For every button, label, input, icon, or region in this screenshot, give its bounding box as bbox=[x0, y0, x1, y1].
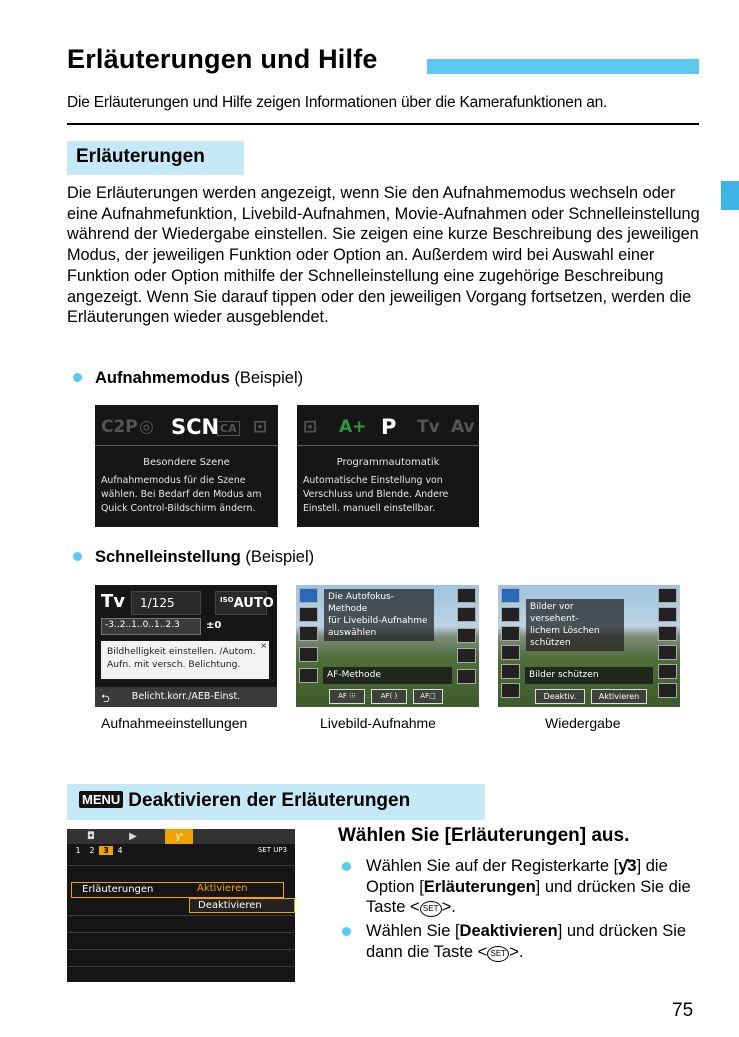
af-method-icon bbox=[299, 588, 318, 603]
header-rule bbox=[67, 123, 699, 125]
intro-paragraph: Die Erläuterungen werden angezeigt, wenn Sie den Aufnahmemodus wechseln oder eine Aufnahmefunktion, Livebild-Aufnahmen, Movie-Aufnahmen oder Schnelleinstellung während der Wiedergabe einstellen. Sie zeigen eine kurze Beschreibung des jeweiligen Modus, der jeweiligen Funktion oder Option an. Außerdem wird bei Auswahl einer Funktion oder Option mithilfe der Schnelleinstellung eine zugehörige Beschreibung angezeigt. Wenn Sie darauf tippen oder den jeweiligen Vorgang fortsetzen, werden die Erläuterungen wieder ausgeblendet. bbox=[67, 184, 700, 327]
desc-line: Automatische Einstellung von bbox=[303, 475, 443, 486]
page-num: 1 bbox=[75, 846, 81, 855]
menu-page-numbers bbox=[71, 846, 127, 855]
page-title: Erläuterungen und Hilfe bbox=[67, 44, 378, 74]
mode-ca: CA bbox=[217, 421, 240, 436]
mode-description bbox=[303, 474, 448, 516]
af-method-bar: AF-Methode bbox=[323, 667, 452, 684]
camera-screen-program-mode bbox=[297, 405, 479, 527]
rating-icon bbox=[501, 626, 520, 641]
protect-option-row bbox=[525, 689, 653, 705]
mode-name: Besondere Szene bbox=[143, 457, 230, 468]
playback-tip bbox=[526, 599, 624, 651]
tip-line: Die Autofokus-Methode bbox=[328, 592, 394, 614]
smartphone-icon bbox=[658, 683, 677, 698]
page-subtitle: Die Erläuterungen und Hilfe zeigen Informationen über die Kamerafunktionen an. bbox=[67, 94, 608, 111]
tip-line: für Livebild-Aufnahme bbox=[328, 616, 428, 626]
shutter-speed: 1/125 bbox=[131, 591, 201, 615]
chapter-side-tab bbox=[721, 181, 739, 210]
print-icon bbox=[501, 683, 520, 698]
live-view-tip bbox=[324, 589, 434, 641]
af-option-face: AF ⁝⁝⁝ bbox=[329, 689, 365, 704]
left-icon-column bbox=[498, 585, 523, 707]
section-heading-text: Deaktivieren der Erläuterungen bbox=[128, 790, 411, 811]
protect-bar: Bilder schützen bbox=[525, 667, 653, 684]
section-heading-erlaeuterungen: Erläuterungen bbox=[67, 141, 244, 175]
timer-icon bbox=[299, 647, 318, 662]
text-run: Wählen Sie auf der Registerkarte [ bbox=[366, 857, 619, 875]
set-button-icon: SET bbox=[420, 901, 442, 917]
setup-tab-icon: ƴ bbox=[165, 829, 193, 844]
tip-line: Bilder vor versehent- bbox=[530, 602, 579, 624]
bottom-label: Belicht.korr./AEB-Einst. bbox=[131, 691, 241, 702]
step-instruction-1 bbox=[366, 856, 706, 918]
text-run: ] und drücken Sie dann die Taste < bbox=[366, 922, 687, 961]
back-icon: ⮌ bbox=[101, 692, 110, 705]
text-run: ] die Option [ bbox=[366, 857, 668, 896]
help-line: Aufn. mit versch. Belichtung. bbox=[107, 659, 241, 670]
text-run: Wählen Sie [ bbox=[366, 922, 460, 940]
option-ref: Deaktivieren bbox=[459, 922, 558, 940]
mode-scn-selected: SCN bbox=[171, 415, 220, 439]
step-instruction-2 bbox=[366, 921, 706, 962]
iso-setting bbox=[215, 591, 274, 615]
mode-tv: Tv bbox=[417, 417, 440, 437]
quality-icon bbox=[299, 668, 318, 683]
mode-filter: ⊡ bbox=[253, 417, 268, 437]
af-option-zone: AF( ) bbox=[371, 689, 407, 704]
metering-icon bbox=[457, 669, 476, 684]
exposure-scale: -3..2..1..0..1..2.3 bbox=[101, 618, 201, 635]
mode-dial-row bbox=[95, 417, 278, 447]
tip-line: auswählen bbox=[328, 628, 377, 638]
title-decoration-bar bbox=[427, 59, 699, 74]
af-option-row bbox=[323, 689, 452, 705]
send-icon bbox=[658, 645, 677, 660]
mode-creative: ◎ bbox=[139, 417, 154, 437]
caption-playback: Wiedergabe bbox=[545, 715, 621, 731]
step-title: Wählen Sie [Erläuterungen] aus. bbox=[338, 825, 630, 846]
protect-icon bbox=[501, 588, 520, 603]
iso-value: AUTO bbox=[233, 596, 274, 611]
back-icon bbox=[457, 588, 476, 603]
quick-help-box bbox=[101, 641, 269, 679]
menu-item-erlaeuterungen: Erläuterungen bbox=[71, 882, 284, 898]
option-enable: Aktivieren bbox=[591, 689, 647, 704]
screen-divider bbox=[95, 445, 278, 446]
menu-option-deactivate: Deaktivieren bbox=[189, 898, 295, 913]
camera-screen-playback bbox=[498, 585, 680, 707]
page-num-current: 3 bbox=[99, 846, 113, 855]
setup-tab-ref: ƴ3 bbox=[618, 857, 637, 875]
mode-p-selected: P bbox=[381, 415, 397, 439]
camera-menu-screen bbox=[67, 829, 295, 982]
mode-auto-plus: A+ bbox=[339, 417, 367, 437]
raw-icon bbox=[501, 645, 520, 660]
drive-mode-icon bbox=[299, 607, 318, 622]
bullet-dot bbox=[73, 373, 82, 382]
section-heading-disable bbox=[67, 784, 485, 820]
bullet-bold-label: Schnelleinstellung bbox=[95, 548, 241, 566]
bullet-shooting-mode bbox=[73, 369, 303, 388]
desc-line: Quick Control-Bildschirm ändern. bbox=[101, 503, 256, 514]
ca-icon bbox=[457, 628, 476, 643]
desc-line: wählen. Bei Bedarf den Modus am bbox=[101, 489, 262, 500]
step-bullet-dot bbox=[342, 862, 351, 871]
set-button-icon: SET bbox=[487, 946, 509, 962]
bullet-label-rest: (Beispiel) bbox=[240, 548, 315, 566]
bullet-dot bbox=[73, 552, 82, 561]
playback-tab-icon: ▶ bbox=[129, 831, 137, 842]
page-num: 2 bbox=[89, 846, 95, 855]
desc-line: Verschluss und Blende. Andere bbox=[303, 489, 449, 500]
mode-filter: ⊡ bbox=[303, 417, 318, 437]
text-run: >. bbox=[441, 898, 456, 916]
option-ref: Erläuterungen bbox=[423, 877, 536, 896]
frame-icon bbox=[299, 626, 318, 641]
page-number: 75 bbox=[672, 1000, 694, 1021]
desc-line: Einstell. manuell einstellbar. bbox=[303, 503, 436, 514]
rotate-icon bbox=[501, 607, 520, 622]
bullet-bold-label: Aufnahmemodus bbox=[95, 369, 230, 387]
step-bullet-dot bbox=[342, 927, 351, 936]
camera-screen-quick-control bbox=[95, 585, 277, 707]
wb-auto-icon bbox=[457, 607, 476, 622]
right-icon-column bbox=[655, 585, 680, 707]
tip-line: schützen bbox=[530, 638, 571, 648]
menu-option-activate: Aktivieren bbox=[197, 883, 248, 894]
page-num: 4 bbox=[117, 846, 123, 855]
bullet-quick-control bbox=[73, 548, 314, 567]
back-icon bbox=[658, 588, 677, 603]
creative-icon bbox=[501, 664, 520, 679]
caption-shooting-settings: Aufnahmeeinstellungen bbox=[101, 715, 248, 731]
camera-screen-live-view bbox=[296, 585, 479, 707]
resize-icon bbox=[658, 626, 677, 641]
mode-av: Av bbox=[451, 417, 475, 437]
screen-divider bbox=[297, 445, 479, 446]
mode-name: Programmautomatik bbox=[336, 457, 440, 468]
left-icon-column bbox=[296, 585, 321, 707]
tip-line: lichem Löschen bbox=[530, 626, 600, 636]
right-icon-column bbox=[454, 585, 479, 707]
quick-bottom-bar bbox=[95, 687, 277, 707]
text-run: >. bbox=[509, 942, 524, 961]
camera-tab-icon: ◘ bbox=[87, 831, 95, 842]
picture-style-icon bbox=[457, 648, 476, 663]
desc-line: Aufnahmemodus für die Szene bbox=[101, 475, 246, 486]
mode-dial-row bbox=[297, 417, 479, 447]
mode-c2: C2P bbox=[101, 417, 138, 437]
mode-description bbox=[101, 474, 262, 516]
bullet-label-rest: (Beispiel) bbox=[229, 369, 304, 387]
crop-icon bbox=[658, 607, 677, 622]
shooting-mode: Tv bbox=[101, 591, 126, 612]
option-disable: Deaktiv. bbox=[535, 689, 585, 704]
caption-live-view: Livebild-Aufnahme bbox=[320, 715, 436, 731]
text-run: ] und drücken Sie die Taste < bbox=[366, 877, 691, 916]
iso-label: ISO bbox=[220, 596, 234, 604]
camera-screen-scene-mode bbox=[95, 405, 278, 527]
close-icon: × bbox=[260, 641, 267, 650]
help-line: Bildhelligkeit einstellen. /Autom. bbox=[107, 646, 256, 657]
menu-badge: MENU bbox=[79, 791, 123, 808]
setup-page-label: SET UP3 bbox=[257, 846, 287, 854]
exposure-compensation: ±0 bbox=[206, 620, 222, 631]
af-option-single: AF□ bbox=[413, 689, 443, 704]
jump-icon bbox=[658, 664, 677, 679]
menu-tab-bar bbox=[67, 829, 295, 844]
